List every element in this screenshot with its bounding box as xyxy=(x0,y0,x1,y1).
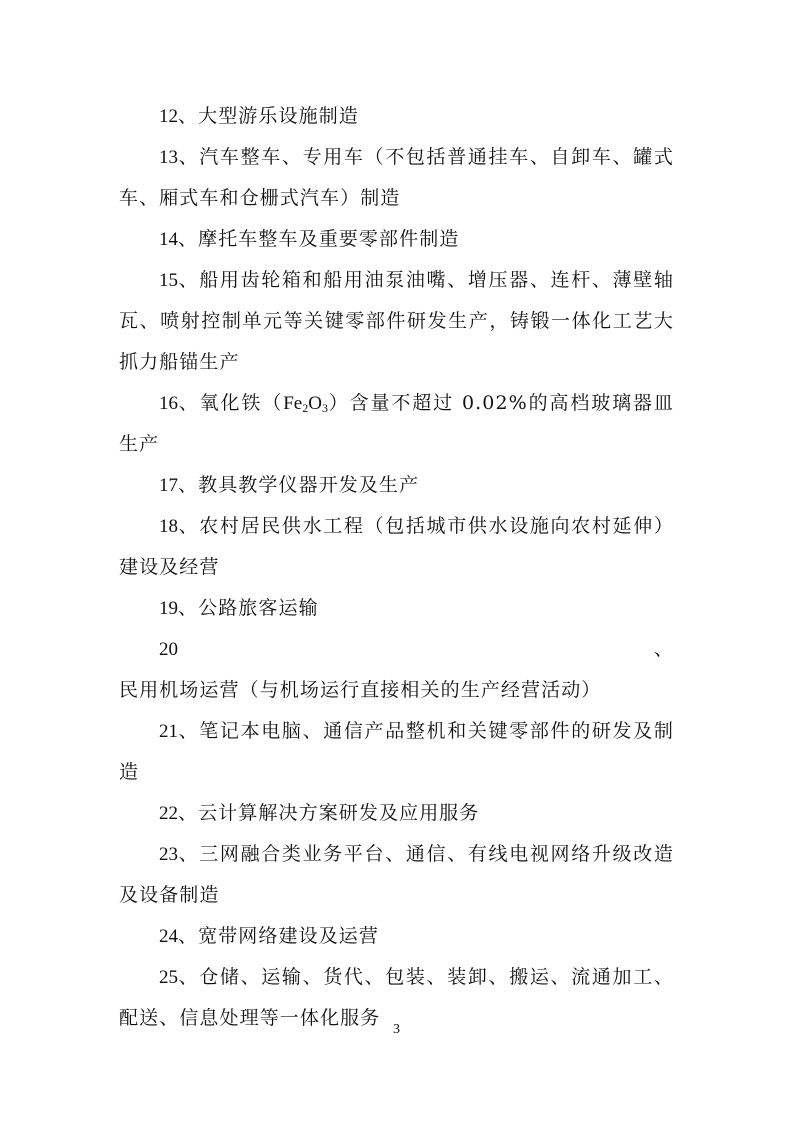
item-separator: 、 xyxy=(178,925,199,947)
chem-fe: Fe xyxy=(283,393,303,414)
list-item-21 xyxy=(119,711,674,793)
page-number: 3 xyxy=(393,1022,400,1037)
item-text: 教具教学仪器开发及生产 xyxy=(198,474,420,496)
item-text: 汽车整车、专用车（不包括普通挂车、自卸车、罐式车、厢式车和仓栅式汽车）制造 xyxy=(119,146,674,209)
item-number: 24 xyxy=(159,926,178,947)
item-number: 18 xyxy=(159,516,178,537)
item-number: 20 xyxy=(159,639,178,660)
item-list xyxy=(119,96,674,1039)
item-separator: 、 xyxy=(178,802,199,824)
item-text: 船用齿轮箱和船用油泵油嘴、增压器、连杆、薄壁轴瓦、喷射控制单元等关键零部件研发生产，铸锻一体化工艺大抓力船锚生产 xyxy=(119,269,674,373)
item-number: 13 xyxy=(159,147,178,168)
list-item-18 xyxy=(119,506,674,588)
item-separator: 、 xyxy=(178,515,200,537)
chemical-formula xyxy=(283,393,328,414)
item-text: 民用机场运营（与机场运行直接相关的生产经营活动） xyxy=(119,679,602,701)
chem-o: O xyxy=(308,393,322,414)
list-item-20 xyxy=(119,629,674,711)
list-item-22 xyxy=(119,793,674,834)
chem-subscript-2: 2 xyxy=(302,401,309,415)
list-item-23 xyxy=(119,834,674,916)
list-item-12 xyxy=(119,96,674,137)
item-number: 12 xyxy=(159,106,178,127)
item-number: 14 xyxy=(159,229,178,250)
list-item-13 xyxy=(119,137,674,219)
item-text: 云计算解决方案研发及应用服务 xyxy=(198,802,480,824)
item-separator: 、 xyxy=(178,720,200,742)
item-separator: 、 xyxy=(178,392,200,414)
item-text-after: ）含量不超过 0.02%的高档玻璃器皿生产 xyxy=(119,392,674,455)
list-item-17 xyxy=(119,465,674,506)
item-separator: 、 xyxy=(178,638,674,660)
list-item-14 xyxy=(119,219,674,260)
list-item-19 xyxy=(119,588,674,629)
item-text: 大型游乐设施制造 xyxy=(198,105,359,127)
item-number: 17 xyxy=(159,475,178,496)
item-text: 三网融合类业务平台、通信、有线电视网络升级改造及设备制造 xyxy=(119,843,674,906)
item-separator: 、 xyxy=(178,269,200,291)
item-separator: 、 xyxy=(178,843,200,865)
item-separator: 、 xyxy=(178,105,199,127)
item-text: 农村居民供水工程（包括城市供水设施向农村延伸）建设及经营 xyxy=(119,515,674,578)
item-text: 宽带网络建设及运营 xyxy=(198,925,380,947)
item-separator: 、 xyxy=(178,146,200,168)
item-number: 21 xyxy=(159,721,178,742)
item-text: 摩托车整车及重要零部件制造 xyxy=(198,228,460,250)
item-separator: 、 xyxy=(178,966,200,988)
item-number: 23 xyxy=(159,844,178,865)
list-item-16 xyxy=(119,383,674,465)
item-text-before: 氧化铁（ xyxy=(199,392,284,414)
item-number: 19 xyxy=(159,598,178,619)
chem-subscript-3: 3 xyxy=(321,401,328,415)
item-text: 笔记本电脑、通信产品整机和关键零部件的研发及制造 xyxy=(119,720,674,783)
item-text: 公路旅客运输 xyxy=(198,597,319,619)
item-number: 22 xyxy=(159,803,178,824)
item-separator: 、 xyxy=(178,474,199,496)
item-text: 仓储、运输、货代、包装、装卸、搬运、流通加工、配送、信息处理等一体化服务 xyxy=(119,966,674,1029)
item-number: 15 xyxy=(159,270,178,291)
list-item-15 xyxy=(119,260,674,383)
list-item-24 xyxy=(119,916,674,957)
item-separator: 、 xyxy=(178,597,199,619)
item-separator: 、 xyxy=(178,228,199,250)
item-number: 16 xyxy=(159,393,178,414)
item-number: 25 xyxy=(159,967,178,988)
